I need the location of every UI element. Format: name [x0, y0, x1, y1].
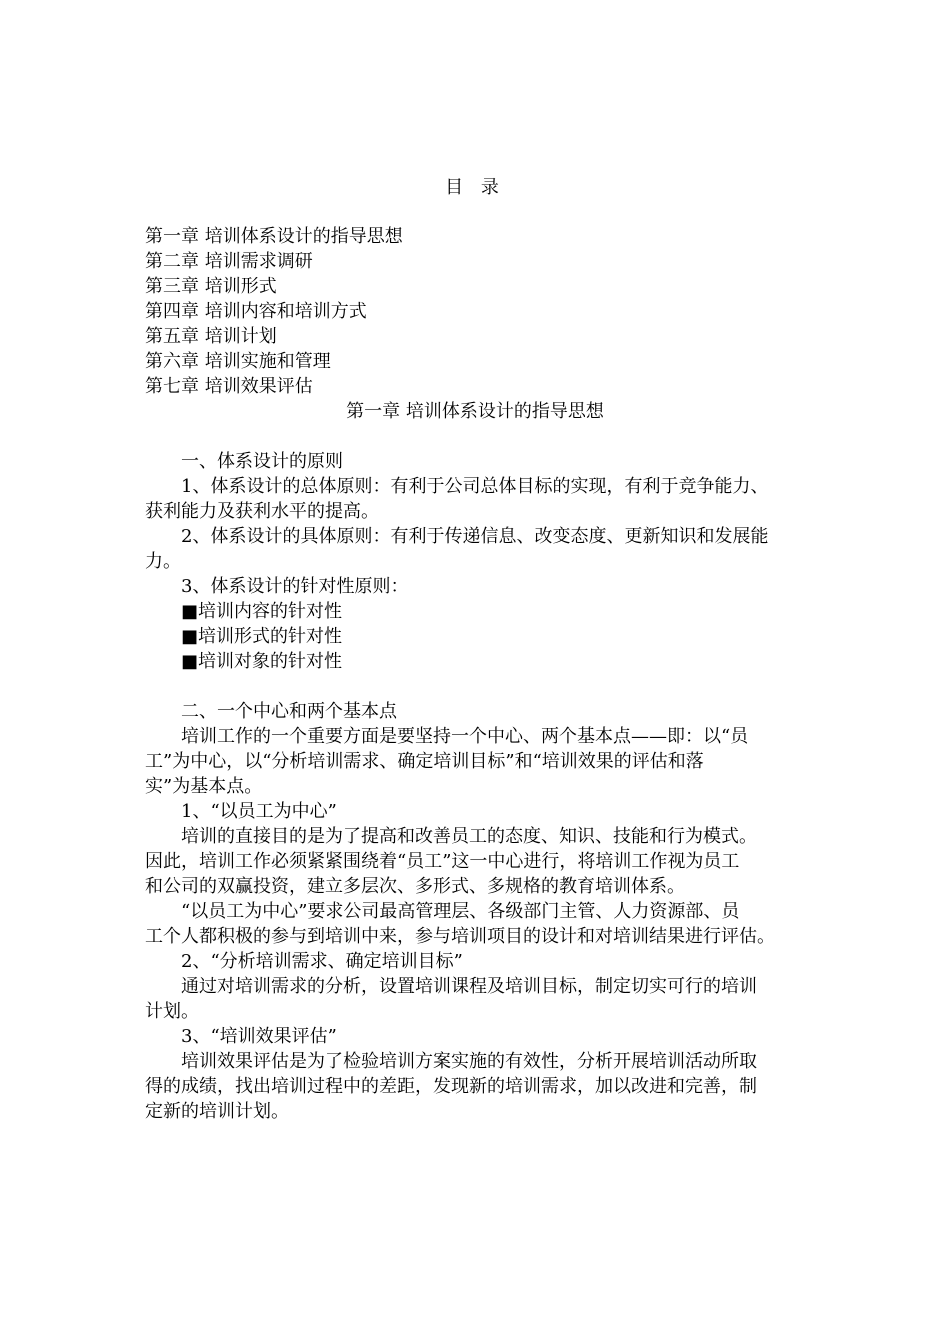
- body-line: 定新的培训计划。: [145, 1101, 289, 1122]
- body-line: 和公司的双赢投资，建立多层次、多形式、多规格的教育培训体系。: [145, 876, 685, 897]
- body-line: 培训的直接目的是为了提高和改善员工的态度、知识、技能和行为模式。: [181, 826, 757, 847]
- body-line: 2、体系设计的具体原则：有利于传递信息、改变态度、更新知识和发展能: [181, 526, 769, 547]
- toc-item: 第一章 培训体系设计的指导思想: [145, 226, 403, 247]
- body-line: 工”为中心，以“分析培训需求、确定培训目标”和“培训效果的评估和落: [145, 751, 704, 772]
- toc-item: 第三章 培训形式: [145, 276, 277, 297]
- body-line: 因此，培训工作必须紧紧围绕着“员工”这一中心进行，将培训工作视为员工: [145, 851, 740, 872]
- section-heading: 一、体系设计的原则: [181, 451, 343, 472]
- bullet-item: ■培训内容的针对性: [181, 601, 343, 622]
- body-line: 获利能力及获利水平的提高。: [145, 501, 379, 522]
- body-line: 工个人都积极的参与到培训中来，参与培训项目的设计和对培训结果进行评估。: [145, 926, 775, 947]
- body-line: 得的成绩，找出培训过程中的差距，发现新的培训需求，加以改进和完善，制: [145, 1076, 757, 1097]
- body-line: 培训效果评估是为了检验培训方案实施的有效性，分析开展培训活动所取: [181, 1051, 757, 1072]
- body-line: 力。: [145, 551, 181, 572]
- toc-item: 第七章 培训效果评估: [145, 376, 313, 397]
- sub-heading: 3、“培训效果评估”: [181, 1026, 337, 1047]
- toc-item: 第五章 培训计划: [145, 326, 277, 347]
- bullet-item: ■培训形式的针对性: [181, 626, 343, 647]
- toc-item: 第四章 培训内容和培训方式: [145, 301, 367, 322]
- sub-heading: 1、“以员工为中心”: [181, 801, 337, 822]
- chapter-title: 第一章 培训体系设计的指导思想: [346, 401, 604, 422]
- sub-heading: 2、“分析培训需求、确定培训目标”: [181, 951, 463, 972]
- body-line: 实”为基本点。: [145, 776, 263, 797]
- toc-item: 第六章 培训实施和管理: [145, 351, 331, 372]
- toc-title: 目 录: [445, 177, 505, 198]
- body-line: “以员工为中心”要求公司最高管理层、各级部门主管、人力资源部、员: [181, 901, 740, 922]
- body-line: 3、体系设计的针对性原则：: [181, 576, 409, 597]
- toc-item: 第二章 培训需求调研: [145, 251, 313, 272]
- body-line: 通过对培训需求的分析，设置培训课程及培训目标，制定切实可行的培训: [181, 976, 757, 997]
- body-line: 1、体系设计的总体原则：有利于公司总体目标的实现，有利于竞争能力、: [181, 476, 769, 497]
- bullet-item: ■培训对象的针对性: [181, 651, 343, 672]
- body-line: 培训工作的一个重要方面是要坚持一个中心、两个基本点——即：以“员: [181, 726, 749, 747]
- body-line: 计划。: [145, 1001, 199, 1022]
- section-heading: 二、一个中心和两个基本点: [181, 701, 397, 722]
